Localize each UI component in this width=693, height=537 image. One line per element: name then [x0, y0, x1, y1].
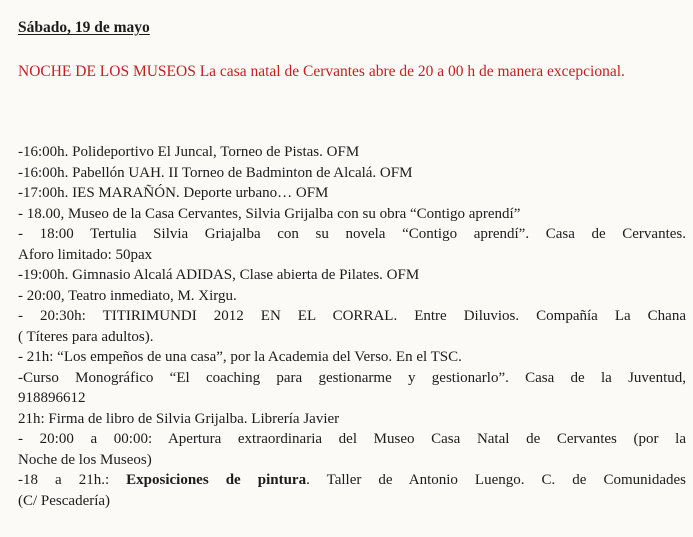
list-item: - 20:30h: TITIRIMUNDI 2012 EN EL CORRAL. Entre Diluvios. Compañía La Chana — [18, 308, 686, 324]
event-time: -18 a 21h.: — [18, 472, 127, 488]
museum-night-notice: NOCHE DE LOS MUSEOS La casa natal de Cervantes abre de 20 a 00 h de manera excepcional. — [18, 63, 625, 80]
event-title-bold: Exposiciones de pintura — [126, 472, 307, 488]
list-item: - 21h: “Los empeños de una casa”, por la Academia del Verso. En el TSC. — [18, 349, 462, 365]
list-item: - 20:00 a 00:00: Apertura extraordinaria del Museo Casa Natal de Cervantes (por la — [18, 431, 686, 447]
list-item: -16:00h. Pabellón UAH. II Torneo de Badminton de Alcalá. OFM — [18, 164, 413, 181]
list-item: -Curso Monográfico “El coaching para gestionarme y gestionarlo”. Casa de la Juventud, — [18, 369, 686, 386]
date-heading: Sábado, 19 de mayo — [18, 19, 150, 36]
list-item: -16:00h. Polideportivo El Juncal, Torneo de Pistas. OFM — [18, 144, 360, 160]
list-item: - 18.00, Museo de la Casa Cervantes, Silvia Grijalba con su obra “Contigo aprendí” — [18, 205, 521, 222]
list-item: Aforo limitado: 50pax — [18, 246, 153, 263]
list-item: Noche de los Museos) — [18, 451, 152, 468]
list-item: 21h: Firma de libro de Silvia Grijalba. Librería Javier — [18, 410, 340, 427]
list-item: (C/ Pescadería) — [18, 492, 111, 509]
list-item: -19:00h. Gimnasio Alcalá ADIDAS, Clase abierta de Pilates. OFM — [18, 267, 420, 283]
event-details: . Taller de Antonio Luengo. C. de Comunidades — [306, 472, 686, 488]
list-item: - 20:00, Teatro inmediato, M. Xirgu. — [18, 287, 237, 304]
list-item — [18, 470, 686, 491]
list-item: ( Títeres para adultos). — [18, 328, 154, 345]
event-list — [18, 142, 686, 511]
list-item: 918896612 — [18, 390, 86, 406]
list-item: -17:00h. IES MARAÑÓN. Deporte urbano… OFM — [18, 185, 329, 201]
list-item: - 18:00 Tertulia Silvia Griajalba con su novela “Contigo aprendí”. Casa de Cervantes. — [18, 226, 686, 242]
